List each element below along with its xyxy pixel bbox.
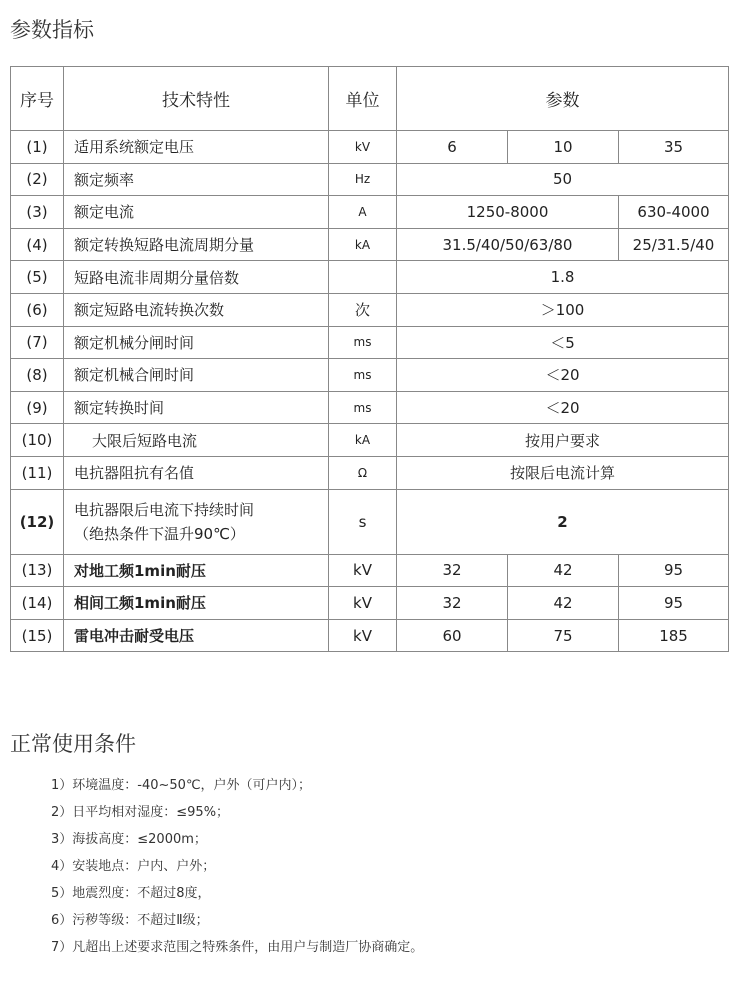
row-no: (15) — [11, 619, 64, 652]
row-value: 32 — [397, 587, 508, 620]
row-unit: kA — [329, 424, 397, 457]
row-name: 短路电流非周期分量倍数 — [64, 261, 329, 294]
conditions-list — [51, 772, 423, 961]
row-no: (5) — [11, 261, 64, 294]
row-no: (2) — [11, 163, 64, 196]
row-value: ＜20 — [397, 391, 729, 424]
row-value: ＞100 — [397, 293, 729, 326]
table-row — [11, 587, 729, 620]
list-item: 5）地震烈度：不超过8度， — [51, 886, 211, 901]
row-value: 630-4000 — [619, 196, 729, 229]
row-name: 额定转换时间 — [64, 391, 329, 424]
table-row — [11, 424, 729, 457]
row-value: 按用户要求 — [397, 424, 729, 457]
row-name-line2: （绝热条件下温升90℃） — [74, 524, 245, 543]
row-no: (1) — [11, 131, 64, 164]
row-value: 1.8 — [397, 261, 729, 294]
row-unit: kA — [329, 228, 397, 261]
row-value: 按限后电流计算 — [397, 456, 729, 489]
table-row — [11, 359, 729, 392]
row-value: 95 — [619, 587, 729, 620]
row-unit: Ω — [329, 456, 397, 489]
row-unit: kV — [329, 131, 397, 164]
row-value: 35 — [619, 131, 729, 164]
list-item: 2）日平均相对湿度：≤95%； — [51, 805, 230, 820]
row-unit: Hz — [329, 163, 397, 196]
table-row — [11, 131, 729, 164]
row-name: 额定机械合闸时间 — [64, 359, 329, 392]
row-unit: kV — [329, 619, 397, 652]
row-no: (8) — [11, 359, 64, 392]
row-name: 额定转换短路电流周期分量 — [64, 228, 329, 261]
header-no: 序号 — [11, 67, 64, 131]
row-name: 相间工频1min耐压 — [64, 587, 329, 620]
header-unit: 单位 — [329, 67, 397, 131]
row-value: 50 — [397, 163, 729, 196]
row-name: 额定电流 — [64, 196, 329, 229]
row-name: 额定频率 — [64, 163, 329, 196]
row-value: 95 — [619, 554, 729, 587]
table-row — [11, 228, 729, 261]
row-value: 2 — [397, 489, 729, 554]
row-name: 电抗器阻抗有名值 — [64, 456, 329, 489]
row-value: 6 — [397, 131, 508, 164]
row-value: ＜5 — [397, 326, 729, 359]
list-item: 3）海拔高度：≤2000m； — [51, 832, 207, 847]
table-row — [11, 456, 729, 489]
header-feature: 技术特性 — [64, 67, 329, 131]
table-row — [11, 261, 729, 294]
row-name: 大限后短路电流 — [64, 424, 329, 457]
row-name: 对地工频1min耐压 — [64, 554, 329, 587]
header-param: 参数 — [397, 67, 729, 131]
parameters-table — [10, 66, 729, 652]
row-no: (4) — [11, 228, 64, 261]
row-no: (9) — [11, 391, 64, 424]
row-value: 31.5/40/50/63/80 — [397, 228, 619, 261]
row-name-line1: 电抗器限后电流下持续时间 — [74, 500, 255, 519]
row-no: (6) — [11, 293, 64, 326]
section-title-conditions: 正常使用条件 — [10, 732, 136, 756]
row-unit: 次 — [329, 293, 397, 326]
row-unit: ms — [329, 359, 397, 392]
row-unit: A — [329, 196, 397, 229]
row-value: ＜20 — [397, 359, 729, 392]
list-item: 4）安装地点：户内、户外； — [51, 859, 216, 874]
row-no: (11) — [11, 456, 64, 489]
row-no: (7) — [11, 326, 64, 359]
row-value: 75 — [508, 619, 619, 652]
row-name: 适用系统额定电压 — [64, 131, 329, 164]
row-name — [64, 489, 329, 554]
table-row — [11, 391, 729, 424]
list-item: 1）环境温度：-40~50℃，户外（可户内）； — [51, 778, 312, 793]
row-no: (14) — [11, 587, 64, 620]
row-name: 额定机械分闸时间 — [64, 326, 329, 359]
table-row — [11, 326, 729, 359]
row-unit: kV — [329, 587, 397, 620]
row-no: (12) — [11, 489, 64, 554]
row-no: (10) — [11, 424, 64, 457]
table-row — [11, 554, 729, 587]
list-item: 7）凡超出上述要求范围之特殊条件，由用户与制造厂协商确定。 — [51, 940, 424, 955]
row-no: (13) — [11, 554, 64, 587]
list-item: 6）污秽等级：不超过Ⅱ级； — [51, 913, 209, 928]
table-row — [11, 489, 729, 554]
row-value: 1250-8000 — [397, 196, 619, 229]
row-unit: s — [329, 489, 397, 554]
table-row — [11, 619, 729, 652]
row-unit: ms — [329, 326, 397, 359]
row-value: 32 — [397, 554, 508, 587]
row-value: 185 — [619, 619, 729, 652]
row-value: 10 — [508, 131, 619, 164]
row-unit: kV — [329, 554, 397, 587]
row-unit: ms — [329, 391, 397, 424]
row-no: (3) — [11, 196, 64, 229]
section-title-params: 参数指标 — [10, 18, 94, 42]
row-value: 60 — [397, 619, 508, 652]
table-header-row — [11, 67, 729, 131]
table-row — [11, 163, 729, 196]
row-value: 42 — [508, 587, 619, 620]
row-unit — [329, 261, 397, 294]
row-value: 42 — [508, 554, 619, 587]
row-value: 25/31.5/40 — [619, 228, 729, 261]
table-row — [11, 293, 729, 326]
row-name: 额定短路电流转换次数 — [64, 293, 329, 326]
table-row — [11, 196, 729, 229]
row-name: 雷电冲击耐受电压 — [64, 619, 329, 652]
